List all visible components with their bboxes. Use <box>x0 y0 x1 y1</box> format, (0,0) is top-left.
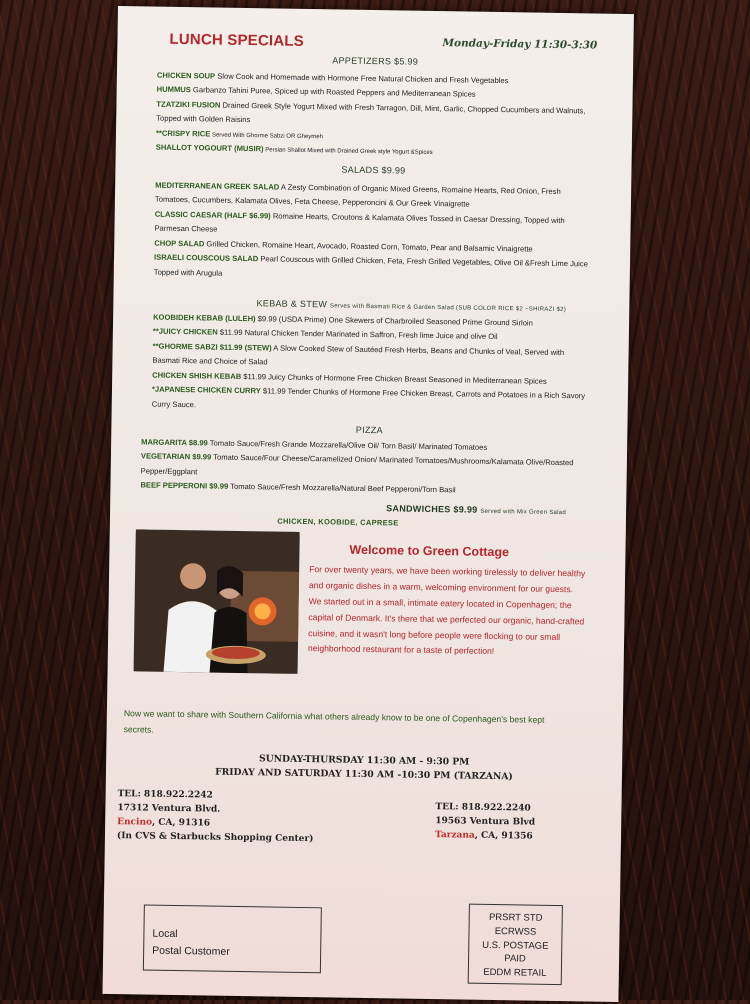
tarzana-street: 19563 Ventura Blvd <box>435 816 536 828</box>
owners-image <box>134 529 300 674</box>
menu-item: TZATZIKI FUSION Drained Greek Style Yogurt Mixed with Fresh Tarragon, Dill, Mint, Garlic, Chopped Cucumbers and Walnuts, Topped with Golden Raisins <box>156 99 586 125</box>
sandwiches-list: CHICKEN, KOOBIDE, CAPRESE <box>277 516 399 528</box>
welcome-title: Welcome to Green Cottage <box>349 542 510 560</box>
menu-item: BEEF PEPPERONI $9.99 Tomato Sauce/Fresh Mozzarella/Natural Beef Pepperoni/Torn Basil <box>140 480 456 495</box>
kebab-list <box>152 311 594 419</box>
encino-address <box>117 788 314 847</box>
kebab-heading: KEBAB & STEW Serves with Basmati Rice & Garden Salad (SUB COLOR RICE $2 ~SHIRAZI $2) <box>256 298 567 314</box>
lunch-hours: Monday-Friday 11:30-3:30 <box>442 37 598 52</box>
mailing-line: Postal Customer <box>152 944 230 958</box>
menu-item: MEDITERRANEAN GREEK SALAD A Zesty Combination of Organic Mixed Greens, Romaine Hearts, Red Onion, Fresh Tomatoes, Cucumbers, Kalamata Olives, Feta Cheese, Pepperoncini & Our Greek Vinaigrette <box>154 180 561 209</box>
menu-item: VEGETARIAN $9.99 Tomato Sauce/Four Cheese/Caramelized Onion/ Marinated Tomatoes/Mushrooms/Kalamata Olive/Roasted Pepper/Eggplant <box>140 451 574 477</box>
encino-phone: TEL: 818.922.2242 <box>117 789 213 801</box>
encino-city: Encino, CA, 91316 <box>117 816 211 829</box>
hours-line-2: FRIDAY AND SATURDAY 11:30 AM -10:30 PM (TARZANA) <box>215 766 513 783</box>
sandwiches-heading: SANDWICHES $9.99 Served with Mix Green Salad <box>386 503 567 517</box>
menu-item: **CRISPY RICE Served With Ghorme Sabzi OR Gheymeh <box>155 128 324 140</box>
menu-item: CHOP SALAD Grilled Chicken, Romaine Heart, Avocado, Roasted Corn, Tomato, Pear and Balsamic Vinaigrette <box>154 238 533 254</box>
menu-item: ISRAELI COUSCOUS SALAD Pearl Couscous with Grilled Chicken, Feta, Fresh Grilled Vegetables, Olive Oil &Fresh Lime Juice Topped with Arugula <box>153 252 588 278</box>
menu-item: *JAPANESE CHICKEN CURRY $11.99 Tender Chunks of Hormone Free Chicken Breast, Carrots and Potatoes in a Rich Savory Curry Sauce. <box>151 384 586 409</box>
salads-list <box>154 179 596 287</box>
postage-indicia: PRSRT STD ECRWSS U.S. POSTAGE PAID EDDM RETAIL <box>468 904 563 985</box>
pizza-list <box>140 435 581 500</box>
menu-title: LUNCH SPECIALS <box>169 30 305 50</box>
appetizers-list <box>156 69 597 162</box>
menu-item: **JUICY CHICKEN $11.99 Natural Chicken Tender Marinated in Saffron, Fresh lime Juice and olive Oil <box>152 327 498 342</box>
menu-item: CHICKEN SHISH KEBAB $11.99 Juicy Chunks of Hormone Free Chicken Breast Seasoned in Mediterranean Spices <box>152 370 547 386</box>
menu-item: MARGARITA $8.99 Tomato Sauce/Fresh Grande Mozzarella/Olive Oil/ Torn Basil/ Marinated Tomatoes <box>141 437 488 452</box>
menu-item: CLASSIC CAESAR (HALF $6.99) Romaine Hearts, Croutons & Kalamata Olives Tossed in Caesar Dressing, Topped with Parmesan Cheese <box>154 209 565 234</box>
menu-item: KOOBIDEH KEBAB (LULEH) $9.99 (USDA Prime) One Skewers of Charbroiled Seasoned Prime Ground Sirloin <box>153 312 533 328</box>
tarzana-address <box>435 801 535 844</box>
encino-note: (In CVS & Starbucks Shopping Center) <box>116 830 314 844</box>
menu-item: HUMMUS Garbanzo Tahini Puree, Spiced up with Roasted Peppers and Mediterranean Spices <box>156 85 476 100</box>
tarzana-city: Tarzana, CA, 91356 <box>434 829 533 842</box>
menu-item: CHICKEN SOUP Slow Cook and Homemade with Hormone Free Natural Chicken and Fresh Vegetables <box>156 70 509 86</box>
welcome-paragraph: For over twenty years, we have been working tirelessly to deliver healthy and organic dishes in a warm, welcoming environment for our guests. <box>308 564 586 595</box>
tarzana-phone: TEL: 818.922.2240 <box>435 802 531 814</box>
welcome-paragraph: We started out in a small, intimate eatery located in Copenhagen; the capital of Denmark. It's there that we perfected our organic, hand-crafted cuisine, and it wasn't long before people were flocking to our small neighborhood restaurant for a taste of perfection! <box>307 595 585 657</box>
hours-line-1: SUNDAY-THURSDAY 11:30 AM - 9:30 PM <box>258 753 470 768</box>
welcome-closing: Now we want to share with Southern California what others already know to be one of Copenhagen's best kept secrets. <box>123 708 545 735</box>
salads-heading: SALADS $9.99 <box>341 164 406 176</box>
mailing-address-box <box>143 905 322 974</box>
mailing-line: Local <box>152 927 178 941</box>
owners-photo <box>134 529 300 674</box>
appetizers-heading: APPETIZERS $5.99 <box>332 55 419 67</box>
menu-item: SHALLOT YOGOURT (MUSIR) Persian Shallot Mixed with Drained Greek style Yogurt &Spices <box>155 142 433 157</box>
encino-street: 17312 Ventura Blvd. <box>117 803 221 815</box>
welcome-text <box>308 562 599 662</box>
pizza-heading: PIZZA <box>355 424 383 436</box>
menu-flyer <box>102 6 633 1002</box>
menu-item: **GHORME SABZI $11.99 (STEW) A Slow Cooked Stew of Sautéed Fresh Herbs, Beans and Chunks of Veal, Served with Basmati Rice and Choice of Salad <box>152 341 565 367</box>
